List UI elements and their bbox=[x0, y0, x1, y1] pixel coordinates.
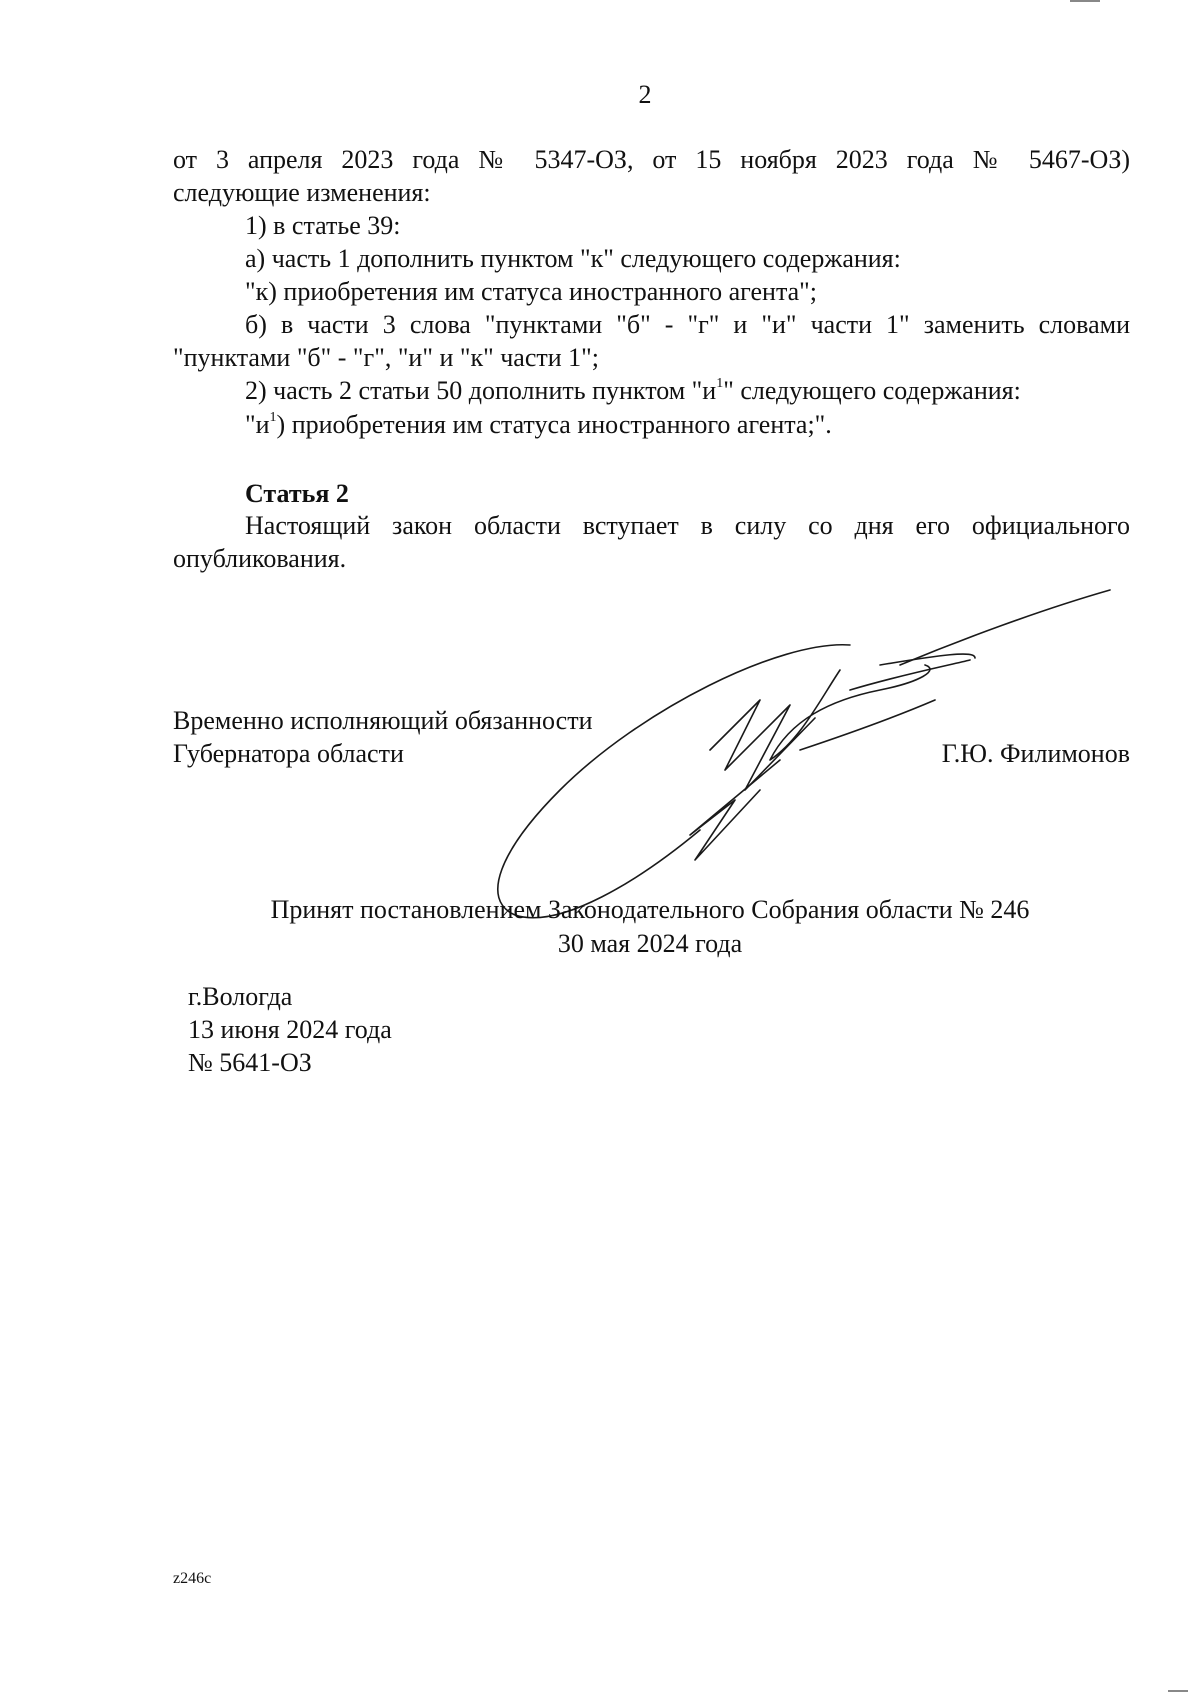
item-1a-text: "к) приобретения им статуса иностранного агента"; bbox=[245, 277, 818, 306]
item-1: 1) в статье 39: bbox=[245, 211, 401, 240]
item-2-text-post: ) приобретения им статуса иностранного агента;". bbox=[276, 410, 832, 439]
item-1b-line-1: б) в части 3 слова "пунктами "б" - "г" и "и" части 1" заменить словами bbox=[245, 310, 1130, 339]
footer-code: z246c bbox=[173, 1570, 212, 1587]
article-2-line-1: Настоящий закон области вступает в силу со дня его официального bbox=[245, 511, 1130, 540]
signing-date: 13 июня 2024 года bbox=[188, 1015, 392, 1044]
item-2-text-pre: "и bbox=[245, 410, 270, 439]
adoption-line-1: Принят постановлением Законодательного Собрания области № 246 bbox=[270, 895, 1030, 924]
item-2-pre: 2) часть 2 статьи 50 дополнить пунктом "и bbox=[245, 376, 717, 405]
body-line-2: следующие изменения: bbox=[173, 178, 431, 207]
item-2-sup: 1 bbox=[716, 376, 724, 392]
city: г.Вологда bbox=[188, 982, 293, 1011]
scan-artifact-top bbox=[1070, 0, 1100, 2]
article-2-heading: Статья 2 bbox=[245, 479, 349, 508]
body-line-1: от 3 апреля 2023 года № 5347-ОЗ, от 15 ноября 2023 года № 5467-ОЗ) bbox=[173, 145, 1130, 174]
article-2-line-2: опубликования. bbox=[173, 544, 347, 573]
item-2-post: " следующего содержания: bbox=[723, 376, 1021, 405]
item-1a: а) часть 1 дополнить пунктом "к" следующего содержания: bbox=[245, 244, 901, 273]
adoption-line-2: 30 мая 2024 года bbox=[557, 929, 743, 958]
item-2-text-sup: 1 bbox=[269, 410, 277, 426]
signatory-name: Г.Ю. Филимонов bbox=[941, 739, 1130, 768]
page-number: 2 bbox=[638, 80, 652, 109]
item-1b-line-2: "пунктами "б" - "г", "и" и "к" части 1"; bbox=[173, 343, 600, 372]
signatory-title-line-2: Губернатора области bbox=[173, 739, 404, 768]
law-number: № 5641-ОЗ bbox=[188, 1048, 312, 1077]
signatory-title-line-1: Временно исполняющий обязанности bbox=[173, 706, 593, 735]
scan-artifact-bottom bbox=[1168, 1690, 1188, 1692]
